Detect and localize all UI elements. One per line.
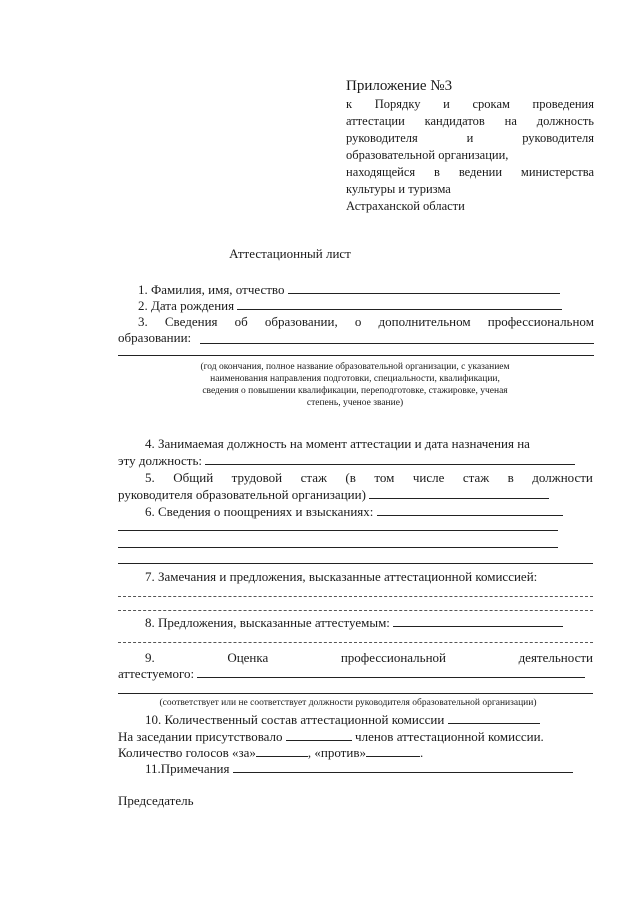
- appendix-line-3: руководителя и руководителя: [346, 131, 594, 145]
- chairman-label: Председатель: [118, 793, 194, 808]
- field-commission-size: 10. Количественный состав аттестационной комиссии: [145, 711, 540, 728]
- field-awards: 6. Сведения о поощрениях и взысканиях:: [145, 503, 563, 520]
- appendix-line-7: Астраханской области: [346, 199, 465, 213]
- votes-against-blank[interactable]: [366, 744, 420, 757]
- sheet-title: Аттестационный лист: [229, 246, 351, 261]
- field-commission-remarks: 7. Замечания и предложения, высказанные аттестационной комиссией:: [145, 569, 538, 584]
- appendix-header: [346, 76, 594, 215]
- remarks-blank-1[interactable]: [118, 596, 593, 597]
- experience-blank[interactable]: [369, 486, 549, 499]
- education-blank-2[interactable]: [118, 355, 594, 356]
- notes-blank[interactable]: [233, 760, 573, 773]
- field-label: 1. Фамилия, имя, отчество: [138, 282, 285, 297]
- field-position: 4. Занимаемая должность на момент аттестации и дата назначения на: [145, 436, 530, 451]
- field-education: 3. Сведения об образовании, о дополнительном профессиональном: [138, 314, 594, 329]
- position-blank[interactable]: [205, 452, 575, 465]
- field-notes: 11.Примечания: [145, 760, 573, 777]
- full-name-blank[interactable]: [288, 281, 560, 294]
- education-note: (год окончания, полное название образовательной организации, с указанием наименования направления подготовки, специальности, квалификации, сведения о повышении квалификации, переподготовке, стажировке, ученая степень, ученое звание): [200, 362, 510, 408]
- appendix-line-4: образовательной организации,: [346, 148, 509, 162]
- field-label: 2. Дата рождения: [138, 298, 235, 313]
- field-candidate-proposals: 8. Предложения, высказанные аттестуемым:: [145, 614, 563, 631]
- field-evaluation-cont: аттестуемого:: [118, 665, 585, 682]
- field-education-cont: образовании:: [118, 330, 192, 345]
- awards-blank-2[interactable]: [118, 530, 558, 531]
- awards-blank[interactable]: [377, 503, 563, 516]
- appendix-line-1: к Порядку и срокам проведения: [346, 97, 594, 111]
- field-full-name: [138, 281, 560, 298]
- appendix-line-5: находящейся в ведении министерства: [346, 165, 594, 179]
- proposals-blank[interactable]: [393, 614, 563, 627]
- appendix-title: Приложение №3: [346, 78, 453, 94]
- field-position-cont: эту должность:: [118, 452, 575, 469]
- field-work-experience-cont: руководителя образовательной организации): [118, 486, 549, 503]
- education-blank-1[interactable]: [200, 343, 594, 344]
- evaluation-blank[interactable]: [197, 665, 585, 678]
- birth-date-blank[interactable]: [237, 297, 562, 310]
- awards-blank-4[interactable]: [118, 563, 593, 564]
- field-birth-date: [138, 297, 562, 314]
- awards-blank-3[interactable]: [118, 547, 558, 548]
- field-votes: Количество голосов «за» , «против» .: [118, 745, 424, 760]
- attendance-blank[interactable]: [286, 728, 352, 741]
- remarks-blank-2[interactable]: [118, 610, 593, 611]
- field-work-experience: 5. Общий трудовой стаж (в том числе стаж в должности: [145, 470, 593, 485]
- field-attendance: На заседании присутствовало членов аттестационной комиссии.: [118, 729, 544, 744]
- commission-size-blank[interactable]: [448, 711, 540, 724]
- evaluation-note: (соответствует или не соответствует должности руководителя образовательной организации): [159, 698, 537, 708]
- votes-for-blank[interactable]: [256, 744, 308, 757]
- appendix-line-2: аттестации кандидатов на должность: [346, 114, 594, 128]
- field-evaluation: 9. Оценка профессиональной деятельности: [145, 650, 593, 665]
- proposals-blank-2[interactable]: [118, 642, 593, 643]
- evaluation-blank-2[interactable]: [118, 693, 593, 694]
- appendix-line-6: культуры и туризма: [346, 182, 451, 196]
